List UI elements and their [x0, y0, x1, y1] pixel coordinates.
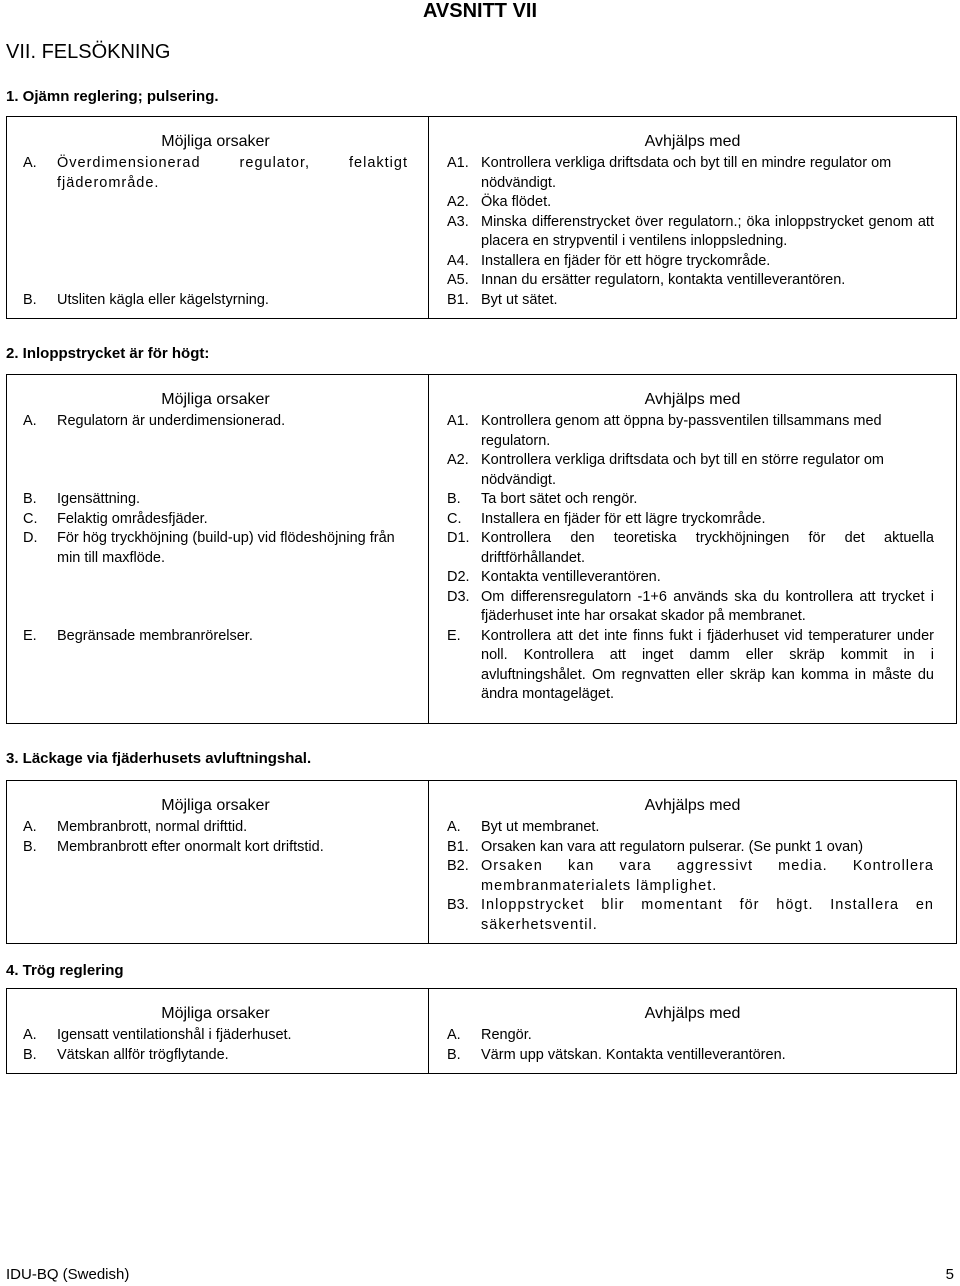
section-3-table — [6, 780, 957, 944]
table-header-row — [7, 117, 957, 155]
remedy-item: B2. Orsaken kan vara aggressivt media. Kontrollera membranmaterialets lämplighet. — [447, 858, 934, 894]
remedy-column-header: Avhjälps med — [644, 796, 741, 814]
section-2-table — [6, 374, 957, 724]
table-row — [7, 510, 957, 530]
cause-item: B. Vätskan allför trögflytande. — [23, 1046, 229, 1063]
chapter-title: VII. FELSÖKNING — [6, 41, 171, 63]
table-row — [7, 1046, 957, 1066]
table-header-row — [7, 989, 957, 1027]
remedy-item: A1. Kontrollera verkliga driftsdata och byt till en mindre regulator om nödvändigt. — [447, 155, 892, 191]
cause-item: B. Utsliten kägla eller kägelstyrning. — [23, 291, 269, 308]
section-1-table — [6, 116, 957, 319]
remedy-item: A3. Minska differenstrycket över regulatorn.; öka inloppstrycket genom att placera en strypventil i ventilens inloppsledning. — [447, 213, 934, 249]
remedy-item: A2. Kontrollera verkliga driftsdata och byt till en större regulator om nödvändigt. — [447, 452, 884, 488]
remedy-item: B1. Orsaken kan vara att regulatorn pulserar. (Se punkt 1 ovan) — [447, 838, 864, 855]
table-row — [7, 154, 957, 291]
section-3-heading: 3. Läckage via fjäderhusets avluftningshal. — [6, 750, 312, 767]
table-row — [7, 818, 957, 838]
remedy-item: B1. Byt ut sätet. — [447, 291, 558, 308]
cause-item: A. Membranbrott, normal drifttid. — [23, 819, 248, 835]
section-2-heading: 2. Inloppstrycket är för högt: — [6, 345, 210, 362]
footer-page-number: 5 — [945, 1266, 954, 1283]
table-row — [7, 490, 957, 510]
remedy-item: A. Rengör. — [447, 1027, 532, 1043]
remedy-item: D1. Kontrollera den teoretiska tryckhöjningen för det aktuella driftförhållandet. — [447, 530, 934, 566]
cause-item: E. Begränsade membranrörelser. — [23, 627, 253, 644]
cause-item: B. Membranbrott efter onormalt kort driftstid. — [23, 838, 324, 855]
footer-document-id: IDU-BQ (Swedish) — [6, 1266, 130, 1283]
table-header-row — [7, 375, 957, 413]
section-header: AVSNITT VII — [422, 0, 538, 22]
remedy-column-header: Avhjälps med — [644, 390, 741, 408]
remedy-item: C. Installera en fjäder för ett lägre tryckområde. — [447, 510, 766, 527]
remedy-column-header: Avhjälps med — [644, 1004, 741, 1022]
causes-column-header: Möjliga orsaker — [7, 781, 429, 819]
causes-column-header: Möjliga orsaker — [7, 989, 429, 1027]
remedy-item: A5. Innan du ersätter regulatorn, kontakta ventilleverantören. — [447, 272, 846, 288]
causes-column-header: Möjliga orsaker — [7, 117, 429, 155]
section-4-table — [6, 988, 957, 1074]
cause-item: A. Överdimensionerad regulator, felaktigt fjäderområde. — [23, 155, 408, 191]
remedy-item: D3. Om differensregulatorn -1+6 används ska du kontrollera att trycket i fjäderhuset inte har orsakat skador på membranet. — [447, 588, 934, 624]
remedy-item: B. Ta bort sätet och rengör. — [447, 491, 638, 507]
cause-item: D. För hög tryckhöjning (build-up) vid flödeshöjning från min till maxflöde. — [23, 530, 395, 566]
remedy-item: B. Värm upp vätskan. Kontakta ventilleverantören. — [447, 1046, 786, 1063]
cause-item: A. Igensatt ventilationshål i fjäderhuset. — [23, 1027, 292, 1043]
table-row — [7, 1026, 957, 1046]
cause-item: C. Felaktig områdesfjäder. — [23, 510, 208, 527]
section-1-heading: 1. Ojämn reglering; pulsering. — [6, 88, 219, 105]
remedy-item: A. Byt ut membranet. — [447, 819, 600, 835]
table-row — [7, 838, 957, 936]
table-row — [7, 291, 957, 311]
section-4-heading: 4. Trög reglering — [6, 962, 124, 979]
table-row — [7, 412, 957, 490]
remedy-column-header: Avhjälps med — [644, 132, 741, 150]
cause-item: B. Igensättning. — [23, 491, 141, 507]
table-header-row — [7, 781, 957, 819]
table-row — [7, 529, 957, 627]
remedy-item: D2. Kontakta ventilleverantören. — [447, 569, 661, 585]
remedy-item: A2. Öka flödet. — [447, 194, 552, 210]
cause-item: A. Regulatorn är underdimensionerad. — [23, 413, 286, 429]
remedy-item: A1. Kontrollera genom att öppna by-passventilen tillsammans med regulatorn. — [447, 413, 882, 449]
remedy-item: E. Kontrollera att det inte finns fukt i fjäderhuset vid temperaturer under noll. Kontrollera att inget damm eller skräp kommit in i avluftningshålet. Om regnvatten eller skräp kan komma in måste du ändra montageläget. — [447, 627, 934, 702]
table-row — [7, 627, 957, 705]
remedy-item: A4. Installera en fjäder för ett högre tryckområde. — [447, 252, 771, 269]
remedy-item: B3. Inloppstrycket blir momentant för högt. Installera en säkerhetsventil. — [447, 897, 934, 933]
causes-column-header: Möjliga orsaker — [7, 375, 429, 413]
